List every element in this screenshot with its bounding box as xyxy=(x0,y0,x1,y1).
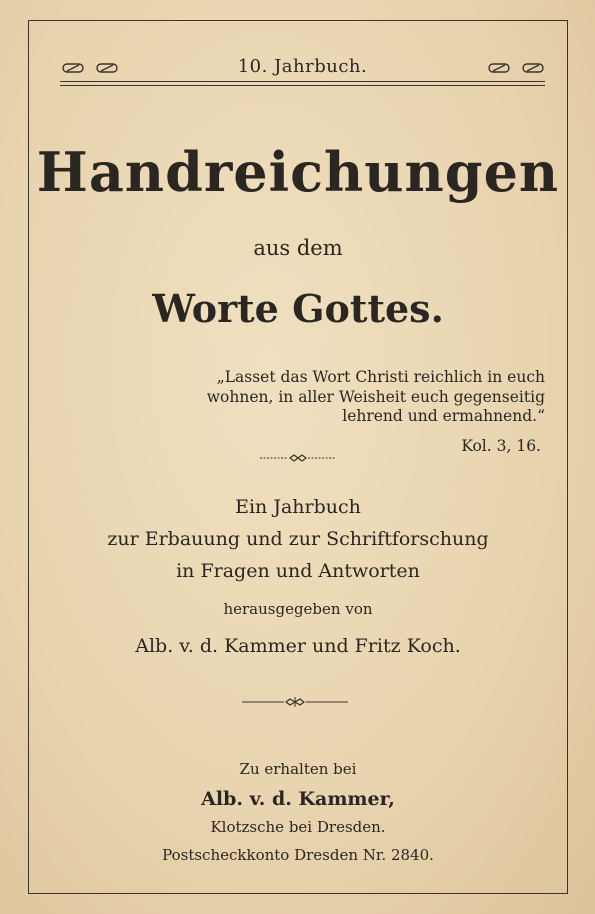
publisher-place: Klotzsche bei Dresden. xyxy=(210,818,386,836)
publisher-intro: Zu erhalten bei xyxy=(239,760,357,778)
description-line-2: zur Erbauung und zur Schriftforschung xyxy=(107,528,489,550)
editors-intro: herausgegeben von xyxy=(223,600,373,618)
epigraph-reference: Kol. 3, 16. xyxy=(461,437,541,455)
postal-account: Postscheckkonto Dresden Nr. 2840. xyxy=(162,846,434,864)
description-line-1: Ein Jahrbuch xyxy=(235,496,361,518)
header-row xyxy=(60,52,545,80)
ornament-icon xyxy=(522,63,544,73)
title-connector: aus dem xyxy=(253,236,343,260)
editors-names: Alb. v. d. Kammer und Fritz Koch. xyxy=(135,635,461,657)
secondary-title: Worte Gottes. xyxy=(152,286,444,331)
ornament-icon xyxy=(488,63,510,73)
publisher-name: Alb. v. d. Kammer, xyxy=(201,788,395,810)
header-double-rule xyxy=(60,81,545,86)
epigraph-quote: „Lasset das Wort Christi reichlich in euch wohnen, in aller Weisheit euch gegenseitig lehrend und ermahnend.“ xyxy=(206,368,545,425)
ornamental-divider-icon xyxy=(240,696,350,708)
description-line-3: in Fragen und Antworten xyxy=(176,560,420,582)
main-title: Handreichungen xyxy=(36,140,560,204)
yearbook-number: 10. Jahrbuch. xyxy=(237,56,368,77)
ornamental-divider-icon xyxy=(258,452,338,464)
